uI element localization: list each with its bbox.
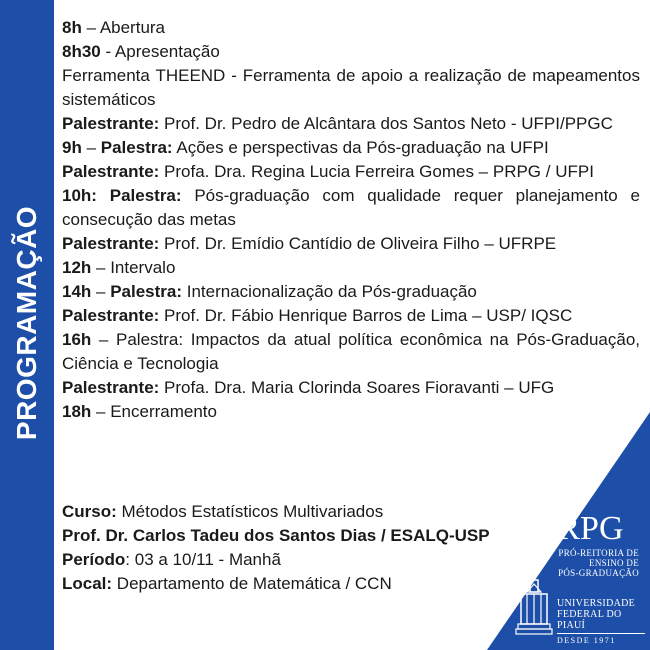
course-professor-text: Prof. Dr. Carlos Tadeu dos Santos Dias / ESALQ-USP [62,526,490,545]
schedule-item [62,232,640,256]
schedule-text: Apresentação [114,42,220,61]
speaker-label: Palestrante: [62,114,160,133]
schedule-item [62,16,640,40]
ufpi-name-line: FEDERAL DO PIAUÍ [557,609,622,631]
schedule-separator: – [91,282,111,301]
schedule-item [62,400,640,424]
prpg-sub-line: ENSINO DE [589,558,639,568]
schedule-time: 12h [62,258,92,277]
course-value: Métodos Estatísticos Multivariados [116,502,384,521]
schedule-text: Encerramento [110,402,217,421]
sidebar-title: PROGRAMAÇÃO [11,205,42,441]
schedule-item [62,328,640,376]
schedule-item [62,280,640,304]
period-value: : 03 a 10/11 - Manhã [125,550,281,569]
schedule-time: 18h [62,402,92,421]
schedule-item [62,184,640,232]
schedule-text: Profa. Dra. Maria Clorinda Soares Fioravanti – UFG [159,378,555,397]
course-location [62,572,522,596]
schedule-item [62,40,640,64]
schedule-time: 10h: [62,186,97,205]
schedule-item [62,256,640,280]
ufpi-founded: DESDE 1971 [557,633,645,646]
schedule-time: 8h30 [62,42,101,61]
schedule-separator: - [100,42,115,61]
schedule-time: 14h [62,282,92,301]
schedule-list [62,16,640,424]
ufpi-crest-icon [515,578,553,640]
location-value: Departamento de Matemática / CCN [112,574,392,593]
schedule-text: Prof. Dr. Pedro de Alcântara dos Santos Neto - UFPI/PPGC [159,114,613,133]
period-label: Período [62,550,126,569]
schedule-text: Intervalo [110,258,176,277]
schedule-separator: – [91,402,111,421]
ufpi-logo [515,578,645,645]
schedule-time: 9h [62,138,82,157]
schedule-text: Internacionalização da Pós-graduação [182,282,477,301]
schedule-text: Abertura [99,18,166,37]
schedule-item [62,112,640,136]
talk-label: Palestra: [110,282,183,301]
speaker-label: Palestrante: [62,234,160,253]
schedule-text: Ações e perspectivas da Pós-graduação na UFPI [172,138,549,157]
prpg-sub-line: PÓS-GRADUAÇÃO [558,568,639,578]
location-label: Local: [62,574,113,593]
speaker-label: Palestrante: [62,306,160,325]
course-period [62,548,522,572]
schedule-time: 8h [62,18,82,37]
schedule-text: Prof. Dr. Fábio Henrique Barros de Lima – USP/ IQSC [159,306,573,325]
schedule-item [62,376,640,400]
schedule-text: Pós-graduação com qualidade requer planejamento e consecução das metas [62,186,640,229]
schedule-text: Profa. Dra. Regina Lucia Ferreira Gomes – PRPG / UFPI [159,162,594,181]
schedule-separator: – [81,18,100,37]
prpg-subtitle [505,548,639,578]
talk-label: Palestra: [100,138,173,157]
schedule-item [62,64,640,112]
speaker-label: Palestrante: [62,378,160,397]
schedule-text: Prof. Dr. Emídio Cantídio de Oliveira Filho – UFRPE [159,234,557,253]
schedule-separator: – [91,258,111,277]
course-info [62,500,522,596]
schedule-text: Palestra: Impactos da atual política econômica na Pós-Graduação, Ciência e Tecnologia [62,330,641,373]
course-label: Curso: [62,502,117,521]
schedule-separator: – [91,330,117,349]
prpg-sub-line: PRÓ-REITORIA DE [558,548,639,558]
schedule-text: Ferramenta THEEND - Ferramenta de apoio a realização de mapeamentos sistemáticos [62,66,640,109]
schedule-separator [97,186,110,205]
schedule-item [62,160,640,184]
schedule-item [62,304,640,328]
course-line [62,500,522,524]
schedule-item [62,136,640,160]
ufpi-name-line: UNIVERSIDADE [557,598,636,609]
schedule-separator: – [81,138,101,157]
speaker-label: Palestrante: [62,162,160,181]
talk-label: Palestra: [109,186,182,205]
prpg-logo: PRPG [538,510,624,547]
course-professor [62,524,522,548]
schedule-time: 16h [62,330,92,349]
ufpi-name [557,598,645,646]
institution-logos [505,510,645,645]
